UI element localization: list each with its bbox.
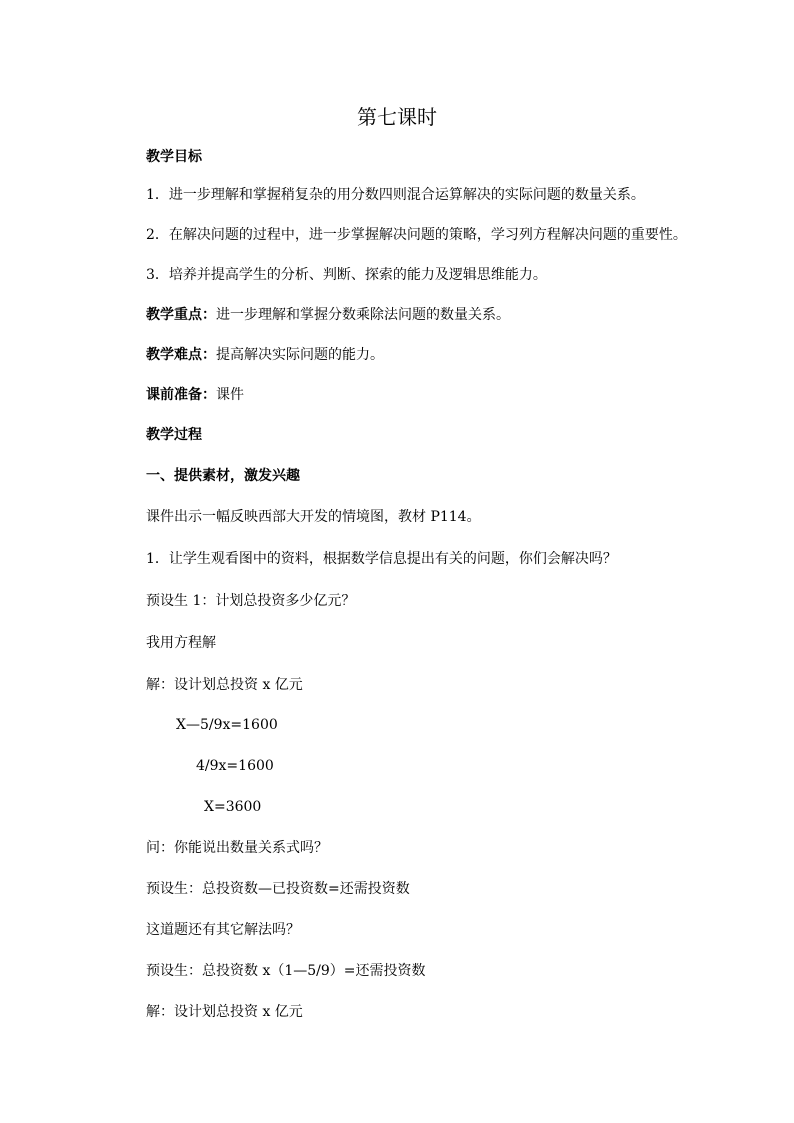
page-title: 第七课时 [357, 105, 437, 129]
paragraph-line: 预设生 1：计划总投资多少亿元？ [146, 593, 356, 609]
objectives-heading: 教学目标 [146, 149, 202, 165]
key-point [146, 306, 510, 324]
paragraph-line: 1．让学生观看图中的资料，根据数学信息提出有关的问题，你们会解决吗？ [146, 551, 617, 567]
equation-line-2: 4/9x=1600 [196, 758, 274, 774]
key-point-label: 教学重点： [146, 307, 216, 323]
paragraph-line: 我用方程解 [146, 635, 216, 651]
preparation-text: 课件 [216, 387, 244, 403]
section1-heading: 一、提供素材，激发兴趣 [146, 468, 300, 484]
paragraph-line: 解：设计划总投资 x 亿元 [146, 677, 303, 693]
equation-line-3: X=3600 [204, 799, 262, 815]
equation-line-1: X—5/9x=1600 [176, 717, 278, 733]
objective-item-3: 3．培养并提高学生的分析、判断、探索的能力及逻辑思维能力。 [146, 267, 547, 283]
paragraph-line: 预设生：总投资数 x（1—5/9）=还需投资数 [146, 963, 426, 979]
paragraph-line: 预设生：总投资数—已投资数=还需投资数 [146, 881, 410, 897]
difficulty-text: 提高解决实际问题的能力。 [216, 347, 384, 363]
difficulty [146, 346, 384, 364]
difficulty-label: 教学难点： [146, 347, 216, 363]
paragraph-line: 问：你能说出数量关系式吗？ [146, 840, 328, 856]
process-heading: 教学过程 [146, 427, 202, 443]
paragraph-line: 课件出示一幅反映西部大开发的情境图，教材 P114。 [146, 509, 481, 525]
paragraph-line: 解：设计划总投资 x 亿元 [146, 1004, 303, 1020]
preparation-label: 课前准备： [146, 387, 216, 403]
paragraph-line: 这道题还有其它解法吗？ [146, 922, 300, 938]
key-point-text: 进一步理解和掌握分数乘除法问题的数量关系。 [216, 307, 510, 323]
objective-item-1: 1．进一步理解和掌握稍复杂的用分数四则混合运算解决的实际问题的数量关系。 [146, 187, 645, 203]
preparation [146, 386, 244, 404]
objective-item-2: 2．在解决问题的过程中，进一步掌握解决问题的策略，学习列方程解决问题的重要性。 [146, 227, 687, 243]
